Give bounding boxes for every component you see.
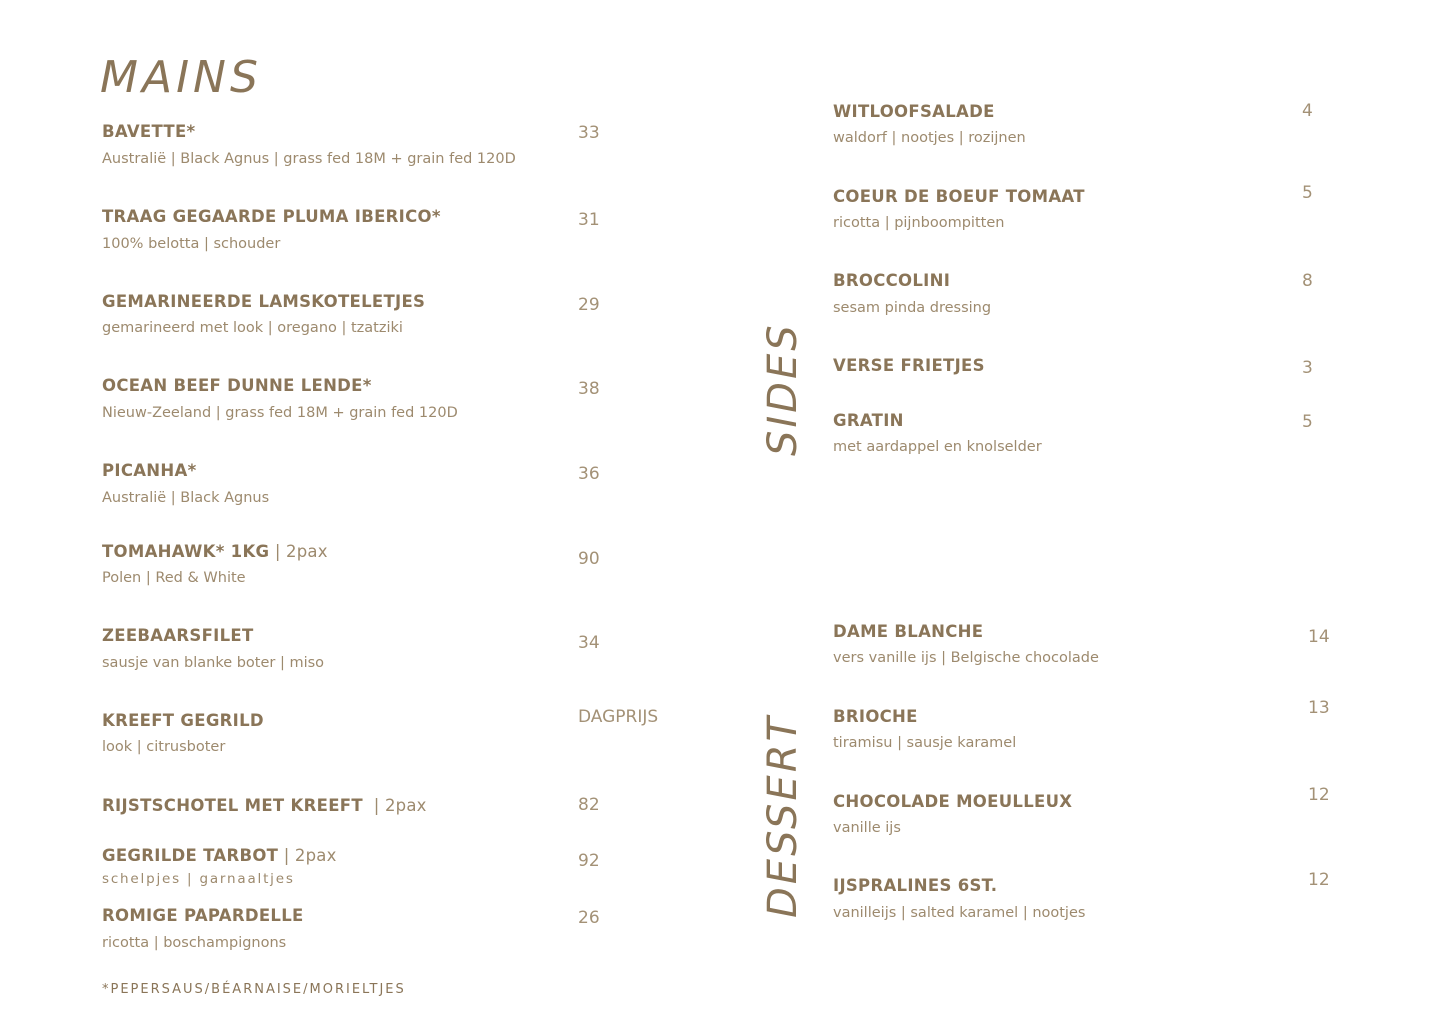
menu-item-price: 13	[1308, 698, 1330, 718]
menu-item-price: 33	[578, 123, 600, 143]
menu-item-desc: sesam pinda dressing	[833, 300, 992, 316]
menu-item-name: RIJSTSCHOTEL MET KREEFT | 2pax	[102, 796, 427, 815]
menu-item-desc: vanilleijs | salted karamel | nootjes	[833, 905, 1086, 921]
menu-item-price: 82	[578, 795, 600, 815]
menu-item-price: 29	[578, 295, 600, 315]
menu-item-desc: Nieuw-Zeeland | grass fed 18M + grain fed 120D	[102, 405, 458, 421]
menu-item-desc: ricotta | pijnboompitten	[833, 215, 1005, 231]
menu-item-name: BRIOCHE	[833, 707, 918, 726]
sides-title: SIDES	[760, 322, 806, 456]
menu-item-name: ZEEBAARSFILET	[102, 626, 254, 645]
menu-item-price: 5	[1302, 183, 1313, 203]
menu-item-name: OCEAN BEEF DUNNE LENDE*	[102, 376, 372, 395]
menu-item-price: DAGPRIJS	[578, 707, 659, 727]
menu-item-desc: tiramisu | sausje karamel	[833, 735, 1017, 751]
menu-item-price: 31	[578, 210, 600, 230]
menu-item-price: 34	[578, 633, 600, 653]
menu-item-price: 3	[1302, 358, 1313, 378]
menu-item-name: WITLOOFSALADE	[833, 102, 995, 121]
menu-item-desc: look | citrusboter	[102, 739, 226, 755]
menu-item-price: 8	[1302, 271, 1313, 291]
menu-item-desc: ricotta | boschampignons	[102, 935, 287, 951]
menu-item-price: 38	[578, 379, 600, 399]
menu-item-name: COEUR DE BOEUF TOMAAT	[833, 187, 1085, 206]
menu-item-name: BROCCOLINI	[833, 271, 951, 290]
menu-item-desc: 100% belotta | schouder	[102, 236, 281, 252]
menu-item-desc: Polen | Red & White	[102, 570, 246, 586]
dessert-title: DESSERT	[760, 714, 806, 918]
menu-item-price: 90	[578, 549, 600, 569]
menu-item-desc: Australië | Black Agnus	[102, 490, 270, 506]
menu-item-price: 5	[1302, 412, 1313, 432]
menu-item-name: BAVETTE*	[102, 122, 196, 141]
menu-item-desc: vanille ijs	[833, 820, 901, 836]
menu-item-name: CHOCOLADE MOEULLEUX	[833, 792, 1073, 811]
menu-item-name: VERSE FRIETJES	[833, 356, 985, 375]
menu-item-name: ROMIGE PAPARDELLE	[102, 906, 304, 925]
menu-item-desc: schelpjes | garnaaltjes	[102, 871, 295, 887]
menu-item-name: KREEFT GEGRILD	[102, 711, 264, 730]
menu-item-name: TRAAG GEGAARDE PLUMA IBERICO*	[102, 207, 441, 226]
menu-item-price: 36	[578, 464, 600, 484]
menu-item-desc: sausje van blanke boter | miso	[102, 655, 325, 671]
menu-item-name: PICANHA*	[102, 461, 197, 480]
menu-item-desc: Australië | Black Agnus | grass fed 18M + grain fed 120D	[102, 151, 516, 167]
menu-item-name: GRATIN	[833, 411, 904, 430]
mains-title: MAINS	[100, 52, 262, 103]
menu-item-name: GEGRILDE TARBOT | 2pax	[102, 846, 337, 865]
menu-item-price: 92	[578, 851, 600, 871]
menu-item-price: 4	[1302, 101, 1313, 121]
menu-item-name: GEMARINEERDE LAMSKOTELETJES	[102, 292, 426, 311]
menu-item-desc: met aardappel en knolselder	[833, 439, 1042, 455]
menu-item-name: TOMAHAWK* 1KG | 2pax	[102, 542, 328, 561]
menu-item-name: DAME BLANCHE	[833, 622, 984, 641]
menu-item-price: 12	[1308, 785, 1330, 805]
menu-item-desc: gemarineerd met look | oregano | tzatziki	[102, 320, 403, 336]
menu-item-name: IJSPRALINES 6ST.	[833, 876, 998, 895]
menu-item-desc: vers vanille ijs | Belgische chocolade	[833, 650, 1099, 666]
menu-item-desc: waldorf | nootjes | rozijnen	[833, 130, 1026, 146]
menu-item-price: 26	[578, 908, 600, 928]
menu-item-price: 14	[1308, 627, 1330, 647]
menu-item-price: 12	[1308, 870, 1330, 890]
sauce-footnote: *PEPERSAUS/BÉARNAISE/MORIELTJES	[102, 982, 406, 997]
